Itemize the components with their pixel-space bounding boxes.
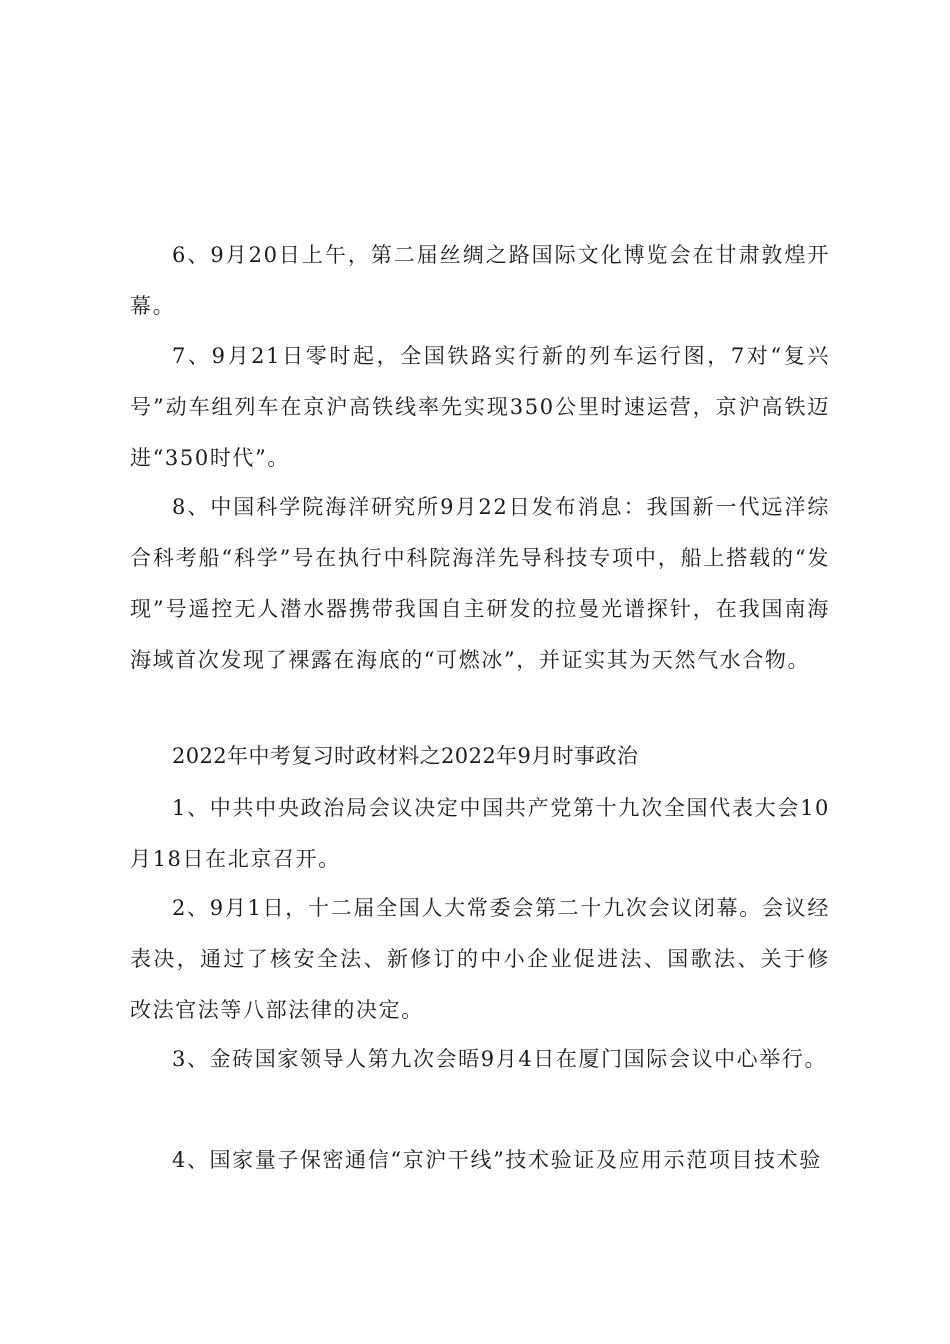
section-heading: 2022年中考复习时政材料之2022年9月时事政治 (172, 744, 639, 768)
paragraph-item-6: 6、9月20日上午，第二届丝绸之路国际文化博览会在甘肃敦煌开幕。 (130, 243, 830, 318)
paragraph-item-7: 7、9月21日零时起，全国铁路实行新的列车运行图，7对“复兴号”动车组列车在京沪高铁线率先实现350公里时速运营，京沪高铁迈进“350时代”。 (130, 344, 830, 470)
paragraph-item-2: 2、9月1日，十二届全国人大常委会第二十九次会议闭幕。会议经表决，通过了核安全法、新修订的中小企业促进法、国歌法、关于修改法官法等八部法律的决定。 (130, 896, 830, 1022)
paragraph-item-3: 3、金砖国家领导人第九次会晤9月4日在厦门国际会议中心举行。 (172, 1047, 828, 1071)
paragraph-item-4: 4、国家量子保密通信“京沪干线”技术验证及应用示范项目技术验 (172, 1148, 822, 1172)
paragraph-item-8: 8、中国科学院海洋研究所9月22日发布消息：我国新一代远洋综合科考船“科学”号在执行中科院海洋先导科技专项中，船上搭载的“发现”号遥控无人潜水器携带我国自主研发的拉曼光谱探针，在我国南海海域首次发现了裸露在海底的“可燃冰”，并证实其为天然气水合物。 (130, 495, 830, 672)
paragraph-item-1: 1、中共中央政治局会议决定中国共产党第十九次全国代表大会10月18日在北京召开。 (130, 796, 830, 871)
